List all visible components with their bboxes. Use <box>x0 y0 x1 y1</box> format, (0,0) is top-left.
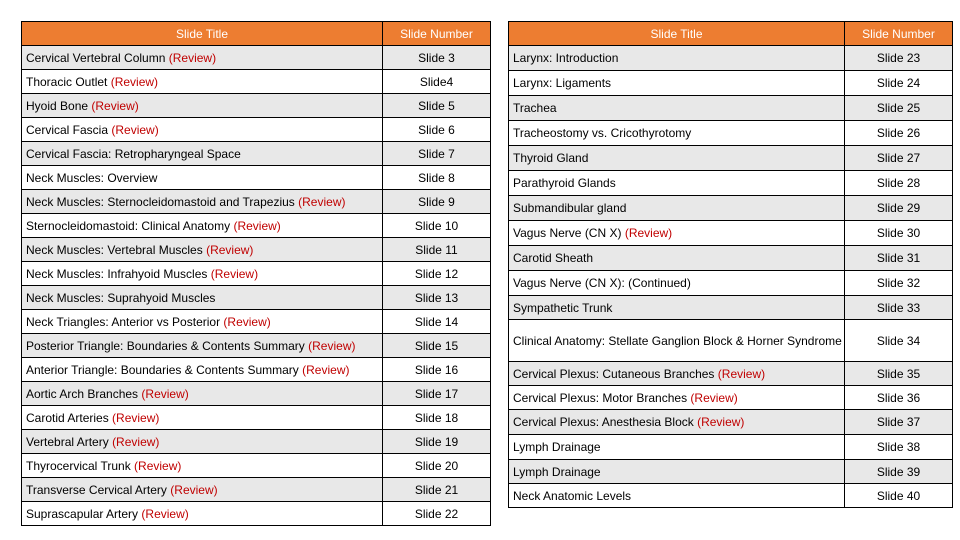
slide-title-text: Larynx: Introduction <box>513 51 619 65</box>
slide-title-text: Cervical Plexus: Motor Branches <box>513 390 688 405</box>
table-row <box>22 382 491 406</box>
slide-title-text: Anterior Triangle: Boundaries & Contents Summary <box>26 362 299 377</box>
review-tag: (Review) <box>112 434 160 449</box>
left-slide-index-table <box>21 21 491 526</box>
slide-title-cell <box>22 358 383 382</box>
slide-number-cell: Slide4 <box>383 70 491 94</box>
header-slide-number: Slide Number <box>845 22 953 46</box>
slide-title-cell <box>22 190 383 214</box>
slide-number-cell: Slide 37 <box>845 410 953 435</box>
slide-title-cell <box>509 362 845 386</box>
slide-number-cell: Slide 36 <box>845 386 953 410</box>
header-slide-number: Slide Number <box>383 22 491 46</box>
slide-title-text: Thyroid Gland <box>513 151 589 165</box>
slide-number-cell: Slide 9 <box>383 190 491 214</box>
slide-number-cell: Slide 23 <box>845 46 953 71</box>
table-row <box>22 430 491 454</box>
table-row <box>22 310 491 334</box>
slide-title-text: Cervical Plexus: Anesthesia Block <box>513 415 694 429</box>
slide-title-text: Neck Muscles: Overview <box>26 170 158 185</box>
slide-number-cell: Slide 38 <box>845 435 953 460</box>
slide-number-cell: Slide 7 <box>383 142 491 166</box>
slide-title-text: Neck Anatomic Levels <box>513 488 632 503</box>
slide-number-cell: Slide 8 <box>383 166 491 190</box>
slide-title-cell <box>22 118 383 142</box>
table-row <box>22 142 491 166</box>
review-tag: (Review) <box>170 482 218 497</box>
slide-title-text: Hyoid Bone <box>26 98 89 113</box>
table-row <box>509 221 953 246</box>
slide-title-text: Neck Muscles: Vertebral Muscles <box>26 242 203 257</box>
table-row <box>22 118 491 142</box>
slide-title-cell <box>22 238 383 262</box>
table-row <box>22 358 491 382</box>
slide-number-cell: Slide 33 <box>845 296 953 320</box>
table-row <box>509 171 953 196</box>
review-tag: (Review) <box>112 410 160 425</box>
slide-number-cell: Slide 28 <box>845 171 953 196</box>
review-tag: (Review) <box>302 362 350 377</box>
slide-title-cell <box>22 310 383 334</box>
slide-title-cell <box>509 410 845 435</box>
table-row <box>509 460 953 484</box>
review-tag: (Review) <box>111 122 159 137</box>
table-row <box>22 406 491 430</box>
slide-title-text: Cervical Vertebral Column <box>26 50 166 65</box>
slide-title-text: Larynx: Ligaments <box>513 76 612 90</box>
slide-number-cell: Slide 3 <box>383 46 491 70</box>
slide-title-text: Neck Muscles: Sternocleidomastoid and Trapezius <box>26 194 295 209</box>
slide-title-cell <box>22 454 383 478</box>
review-tag: (Review) <box>233 218 281 233</box>
slide-title-cell <box>22 430 383 454</box>
slide-title-cell <box>509 484 845 508</box>
slide-title-cell <box>509 46 845 71</box>
slide-number-cell: Slide 26 <box>845 121 953 146</box>
slide-title-text: Submandibular gland <box>513 201 627 215</box>
review-tag: (Review) <box>168 50 217 65</box>
table-row <box>509 484 953 508</box>
slide-title-cell <box>509 221 845 246</box>
slide-number-cell: Slide 18 <box>383 406 491 430</box>
slide-title-cell <box>22 334 383 358</box>
slide-title-text: Posterior Triangle: Boundaries & Contents Summary <box>26 338 305 353</box>
table-row <box>509 71 953 96</box>
slide-number-cell: Slide 22 <box>383 502 491 526</box>
slide-title-cell <box>22 478 383 502</box>
table-row <box>509 121 953 146</box>
slide-number-cell: Slide 27 <box>845 146 953 171</box>
slide-title-cell <box>22 214 383 238</box>
slide-number-cell: Slide 20 <box>383 454 491 478</box>
review-tag: (Review) <box>624 226 673 240</box>
slide-title-cell <box>22 70 383 94</box>
review-tag: (Review) <box>717 366 766 381</box>
slide-title-cell <box>22 142 383 166</box>
header-slide-title: Slide Title <box>22 22 383 46</box>
slide-title-text: Vertebral Artery <box>26 434 109 449</box>
slide-title-cell <box>509 96 845 121</box>
slide-title-cell <box>22 46 383 70</box>
slide-title-cell <box>22 166 383 190</box>
slide-title-text: Trachea <box>513 101 557 115</box>
table-row <box>509 196 953 221</box>
review-tag: (Review) <box>206 242 254 257</box>
review-tag: (Review) <box>697 415 745 429</box>
slide-number-cell: Slide 24 <box>845 71 953 96</box>
table-row <box>22 214 491 238</box>
slide-title-text: Aortic Arch Branches <box>26 386 139 401</box>
slide-title-text: Tracheostomy vs. Cricothyrotomy <box>513 126 692 140</box>
slide-title-text: Lymph Drainage <box>513 440 601 454</box>
slide-title-text: Neck Triangles: Anterior vs Posterior <box>26 314 221 329</box>
table-row <box>509 386 953 410</box>
slide-title-text: Sternocleidomastoid: Clinical Anatomy <box>26 218 231 233</box>
table-row <box>509 96 953 121</box>
table-row <box>22 454 491 478</box>
slide-number-cell: Slide 17 <box>383 382 491 406</box>
table-row <box>509 296 953 320</box>
slide-title-cell <box>22 502 383 526</box>
slide-number-cell: Slide 10 <box>383 214 491 238</box>
right-slide-index-table <box>508 21 953 508</box>
slide-number-cell: Slide 30 <box>845 221 953 246</box>
slide-number-cell: Slide 12 <box>383 262 491 286</box>
slide-title-text: Vagus Nerve (CN X) <box>513 226 622 240</box>
review-tag: (Review) <box>141 506 189 521</box>
slide-title-text: Transverse Cervical Artery <box>26 482 167 497</box>
slide-number-cell: Slide 5 <box>383 94 491 118</box>
slide-number-cell: Slide 16 <box>383 358 491 382</box>
slide-title-text: Thyrocervical Trunk <box>26 458 131 473</box>
slide-title-cell <box>509 121 845 146</box>
header-row <box>509 22 953 46</box>
header-slide-title: Slide Title <box>509 22 845 46</box>
table-row <box>509 410 953 435</box>
table-row <box>509 362 953 386</box>
review-tag: (Review) <box>141 386 189 401</box>
slide-number-cell: Slide 14 <box>383 310 491 334</box>
table-row <box>22 166 491 190</box>
slide-title-text: Suprascapular Artery <box>26 506 139 521</box>
review-tag: (Review) <box>110 74 159 89</box>
table-row <box>22 334 491 358</box>
table-row <box>509 435 953 460</box>
slide-title-cell <box>22 382 383 406</box>
table-row <box>22 502 491 526</box>
slide-title-cell <box>509 171 845 196</box>
slide-number-cell: Slide 19 <box>383 430 491 454</box>
slide-title-text: Lymph Drainage <box>513 464 601 479</box>
slide-number-cell: Slide 6 <box>383 118 491 142</box>
slide-title-cell <box>509 296 845 320</box>
slide-title-cell <box>509 146 845 171</box>
slide-title-text: Neck Muscles: Suprahyoid Muscles <box>26 290 216 305</box>
review-tag: (Review) <box>223 314 271 329</box>
slide-number-cell: Slide 29 <box>845 196 953 221</box>
slide-title-cell <box>22 94 383 118</box>
table-row <box>22 262 491 286</box>
slide-title-text: Carotid Arteries <box>26 410 109 425</box>
slide-title-cell <box>509 196 845 221</box>
slide-title-text: Cervical Fascia: Retropharyngeal Space <box>26 146 241 161</box>
table-row <box>22 190 491 214</box>
slide-number-cell: Slide 15 <box>383 334 491 358</box>
slide-title-cell <box>509 460 845 484</box>
slide-title-text: Thoracic Outlet <box>26 74 108 89</box>
slide-title-cell <box>509 71 845 96</box>
slide-title-cell <box>509 246 845 271</box>
review-tag: (Review) <box>298 194 346 209</box>
table-row <box>509 271 953 296</box>
slide-title-text: Parathyroid Glands <box>513 176 616 190</box>
slide-title-text: Carotid Sheath <box>513 251 594 265</box>
slide-number-cell: Slide 39 <box>845 460 953 484</box>
table-row <box>509 246 953 271</box>
slide-title-cell <box>509 271 845 296</box>
slide-title-text: Cervical Plexus: Cutaneous Branches <box>513 366 715 381</box>
table-row <box>509 146 953 171</box>
slide-title-cell <box>22 406 383 430</box>
table-row <box>22 46 491 70</box>
slide-title-text: Clinical Anatomy: Stellate Ganglion Block & Horner Syndrome <box>513 333 842 348</box>
table-row <box>22 478 491 502</box>
review-tag: (Review) <box>690 390 738 405</box>
slide-title-cell <box>22 286 383 310</box>
review-tag: (Review) <box>91 98 139 113</box>
slide-number-cell: Slide 21 <box>383 478 491 502</box>
review-tag: (Review) <box>134 458 182 473</box>
table-row <box>22 286 491 310</box>
table-row <box>22 94 491 118</box>
header-row <box>22 22 491 46</box>
slide-number-cell: Slide 35 <box>845 362 953 386</box>
slide-number-cell: Slide 13 <box>383 286 491 310</box>
slide-title-text: Cervical Fascia <box>26 122 109 137</box>
slide-title-text: Neck Muscles: Infrahyoid Muscles <box>26 266 208 281</box>
slide-number-cell: Slide 32 <box>845 271 953 296</box>
slide-title-cell <box>509 320 845 362</box>
slide-title-cell <box>509 435 845 460</box>
slide-title-cell <box>22 262 383 286</box>
slide-title-cell <box>509 386 845 410</box>
slide-number-cell: Slide 34 <box>845 320 953 362</box>
table-row <box>22 238 491 262</box>
slide-title-text: Vagus Nerve (CN X): (Continued) <box>513 276 691 290</box>
slide-number-cell: Slide 11 <box>383 238 491 262</box>
review-tag: (Review) <box>210 266 259 281</box>
review-tag: (Review) <box>308 338 356 353</box>
table-row <box>509 46 953 71</box>
slide-title-text: Sympathetic Trunk <box>513 300 613 315</box>
table-row <box>22 70 491 94</box>
slide-number-cell: Slide 31 <box>845 246 953 271</box>
table-row <box>509 320 953 362</box>
slide-number-cell: Slide 40 <box>845 484 953 508</box>
slide-number-cell: Slide 25 <box>845 96 953 121</box>
